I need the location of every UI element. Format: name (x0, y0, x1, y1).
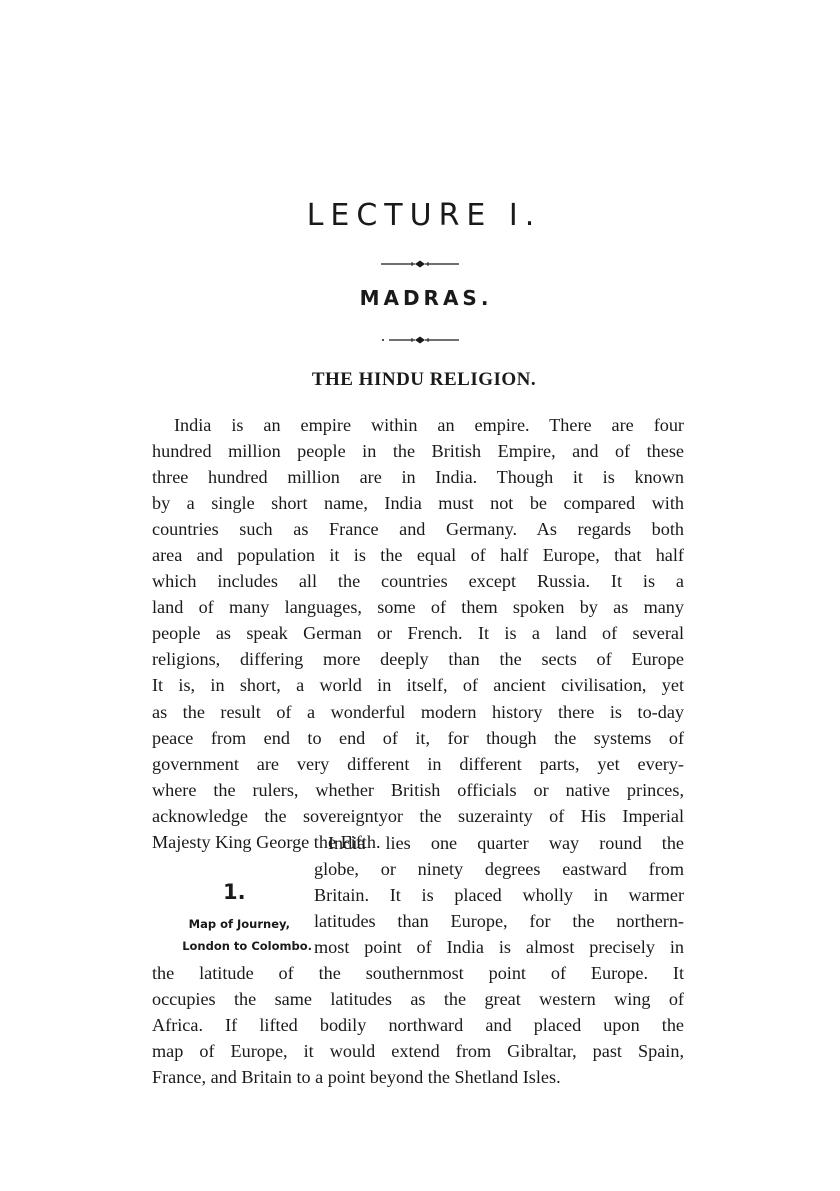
text-line: area and population it is the equal of half Europe, that half (152, 545, 684, 566)
margin-note-number: 1. (223, 880, 246, 904)
text-line: the latitude of the southernmost point of Europe. It (152, 963, 684, 983)
text-line: occupies the same latitudes as the great western wing of (152, 989, 684, 1010)
text-line: peace from end to end of it, for though the systems of (152, 727, 684, 748)
text-line: where the rulers, whether British officials or native princes, (152, 779, 684, 800)
text-line: hundred million people in the British Empire, and of these (152, 441, 684, 462)
margin-note-caption (140, 913, 312, 957)
text-line: which includes all the countries except Russia. It is a (152, 571, 684, 592)
text-line: as the result of a wonderful modern history there is to-day (152, 701, 684, 722)
paragraph-1 (152, 412, 684, 855)
section-title: MADRAS. (359, 286, 493, 310)
text-line: people as speak German or French. It is a land of several (152, 623, 684, 644)
ornament-divider-2 (381, 335, 459, 345)
text-line: Britain. It is placed wholly in warmer (314, 885, 684, 906)
text-line: government are very different in different parts, yet every- (152, 753, 684, 774)
text-line: It is, in short, a world in itself, of ancient civilisation, yet (152, 675, 684, 696)
margin-caption-line: Map of Journey, (188, 917, 290, 931)
paragraph-2-full (152, 960, 684, 1090)
text-line: globe, or ninety degrees eastward from (314, 859, 684, 880)
margin-caption-line: London to Colombo. (182, 939, 312, 953)
text-line: by a single short name, India must not be compared with (152, 493, 684, 514)
text-line: latitudes than Europe, for the northern- (314, 911, 684, 932)
subject-title: THE HINDU RELIGION. (311, 369, 537, 390)
paragraph-2-indented (314, 830, 684, 960)
text-line: religions, differing more deeply than the sects of Europe (152, 649, 684, 670)
text-line: most point of India is almost precisely in (314, 937, 684, 958)
text-line: land of many languages, some of them spoken by as many (152, 597, 684, 618)
text-line: India is an empire within an empire. There are four (174, 415, 684, 435)
text-line: Africa. If lifted bodily northward and placed upon the (152, 1015, 684, 1036)
text-line: France, and Britain to a point beyond the Shetland Isles. (152, 1067, 561, 1088)
text-line: three hundred million are in India. Though it is known (152, 467, 684, 488)
text-line: countries such as France and Germany. As regards both (152, 519, 684, 540)
text-line: map of Europe, it would extend from Gibraltar, past Spain, (152, 1041, 684, 1062)
ornament-divider-1 (381, 259, 459, 269)
lecture-title: LECTURE I. (306, 198, 542, 233)
text-line: Majesty King George the Fifth. (152, 831, 381, 852)
text-line: India lies one quarter way round the (328, 833, 684, 853)
text-line: acknowledge the sovereigntyor the suzerainty of His Imperial (152, 805, 684, 826)
